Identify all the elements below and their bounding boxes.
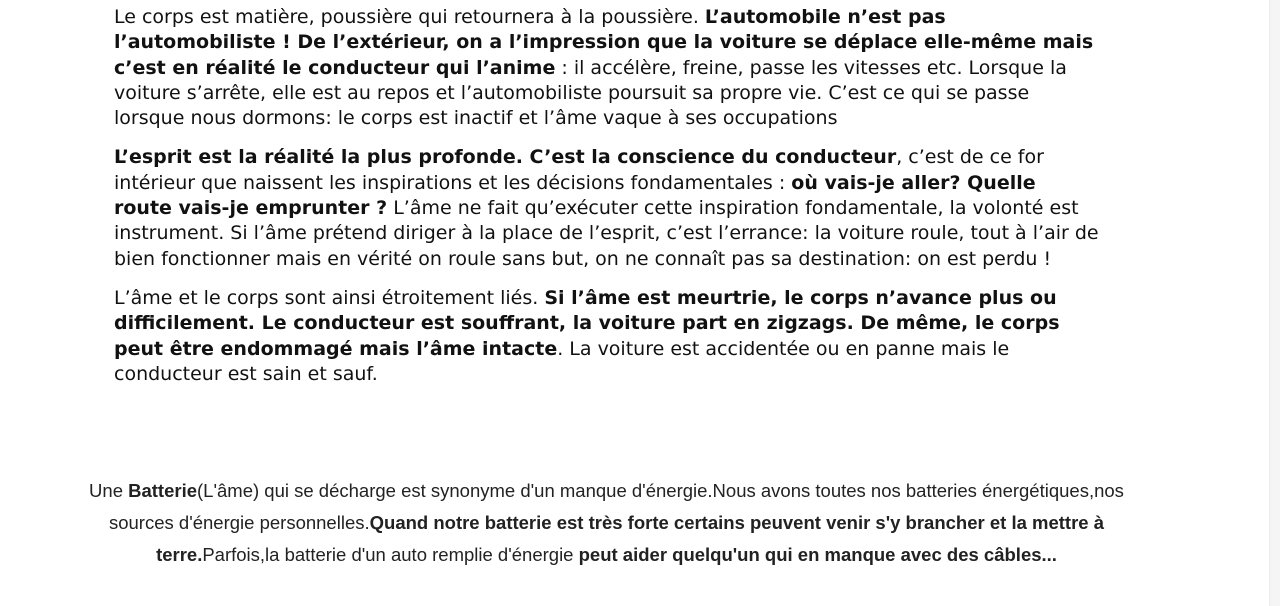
- emphasis-span: Batterie: [128, 480, 198, 501]
- text-span: Parfois,la batterie d'un auto remplie d'énergie: [202, 544, 579, 565]
- emphasis-span: L’automobile n’est pas l’automobiliste ! De l’extérieur, on a l’impression que la voiture se déplace elle-même mais c’est en réalité le conducteur qui l’anime: [114, 6, 1094, 79]
- text-span: L’âme ne fait qu’exécuter cette inspiration fondamentale, la volonté est instrument. Si l’âme prétend diriger à la place de l’esprit, c’est l’errance: la voiture roule, tout à l’air de bien fonctionner mais en vérité on roule sans but, on ne connaît pas sa destination: on est perdu !: [114, 197, 1099, 270]
- emphasis-span: peut aider quelqu'un qui en manque avec des câbles...: [578, 544, 1057, 565]
- text-span: L’âme et le corps sont ainsi étroitement liés.: [114, 286, 545, 309]
- text-span: Le corps est matière, poussière qui retournera à la poussière.: [114, 6, 705, 28]
- paragraph-body-car: [114, 5, 1099, 131]
- article-body: [114, 5, 1099, 401]
- battery-caption: [60, 475, 1153, 571]
- emphasis-span: Quand notre batterie est très forte certains peuvent venir s'y brancher et la mettre à terre.: [156, 512, 1104, 565]
- scrollbar[interactable]: [1269, 0, 1280, 606]
- text-span: Une: [89, 480, 129, 501]
- emphasis-span: L’esprit est la réalité la plus profonde. C’est la conscience du conducteur: [114, 146, 897, 169]
- text-span: , c’est de ce for intérieur que naissent les inspirations et les décisions fondamentales :: [114, 146, 1044, 194]
- emphasis-span: Si l’âme est meurtrie, le corps n’avance plus ou difficilement. Le conducteur est souffrant, la voiture part en zigzags. De même, le corps peut être endommagé mais l’âme intacte: [114, 286, 1060, 360]
- text-span: . La voiture est accidentée ou en panne mais le conducteur est sain et sauf.: [114, 337, 1010, 385]
- caption-paragraph: [60, 475, 1153, 571]
- paragraph-spirit-driver: [114, 145, 1099, 271]
- text-span: (L'âme) qui se décharge est synonyme d'un manque d'énergie.Nous avons toutes nos batteries énergétiques,nos sources d'énergie personnelles.: [108, 480, 1124, 533]
- text-span: : il accélère, freine, passe les vitesses etc. Lorsque la voiture s’arrête, elle est au repos et l’automobiliste poursuit sa propre vie. C’est ce qui se passe lorsque nous dormons: le corps est inactif et l’âme vaque à ses occupations: [114, 56, 1067, 130]
- paragraph-soul-body-linked: [114, 286, 1099, 387]
- emphasis-span: où vais-je aller? Quelle route vais-je emprunter ?: [114, 171, 1036, 220]
